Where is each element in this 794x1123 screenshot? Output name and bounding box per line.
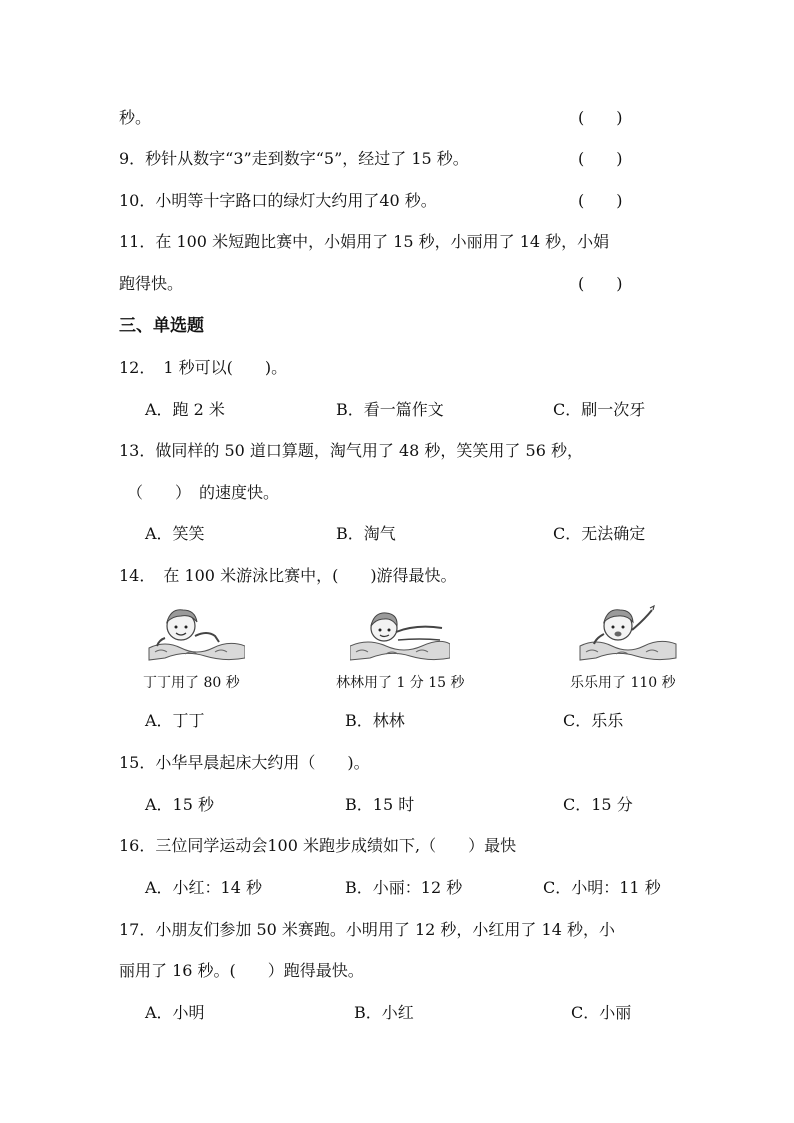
q12-option-b[interactable]: B．看一篇作文 — [336, 400, 444, 419]
q15-option-a[interactable]: A．15 秒 — [145, 795, 215, 814]
swimmer-dingding-image — [145, 600, 245, 664]
answer-blank-10[interactable]: ( ) — [578, 191, 623, 210]
q13-option-a[interactable]: A．笑笑 — [145, 524, 205, 543]
q12-option-c[interactable]: C．刷一次牙 — [553, 400, 646, 419]
q15-option-c[interactable]: C．15 分 — [563, 795, 633, 814]
answer-blank-8[interactable]: ( ) — [578, 108, 623, 127]
q17-option-c[interactable]: C．小丽 — [571, 1003, 632, 1022]
q14-option-a[interactable]: A．丁丁 — [145, 711, 205, 730]
question-17-line2: 丽用了 16 秒。( ）跑得最快。 — [119, 961, 364, 980]
question-13-line1: 13．做同样的 50 道口算题，淘气用了 48 秒，笑笑用了 56 秒， — [119, 441, 583, 460]
q13-option-b[interactable]: B．淘气 — [336, 524, 396, 543]
q15-option-b[interactable]: B．15 时 — [345, 795, 415, 814]
q17-option-b[interactable]: B．小红 — [354, 1003, 414, 1022]
q13-option-c[interactable]: C．无法确定 — [553, 524, 646, 543]
question-17-line1: 17．小朋友们参加 50 米赛跑。小明用了 12 秒，小红用了 14 秒，小 — [119, 920, 615, 939]
q16-option-c[interactable]: C．小明：11 秒 — [543, 878, 661, 897]
question-11-line1: 11．在 100 米短跑比赛中，小娟用了 15 秒，小丽用了 14 秒，小娟 — [119, 232, 610, 251]
caption-lele: 乐乐用了 110 秒 — [570, 675, 676, 691]
answer-blank-9[interactable]: ( ) — [578, 149, 623, 168]
question-12: 12． 1 秒可以( )。 — [119, 358, 288, 377]
q14-option-b[interactable]: B．林林 — [345, 711, 405, 730]
q17-option-a[interactable]: A．小明 — [145, 1003, 205, 1022]
caption-linlin: 林林用了 1 分 15 秒 — [336, 675, 465, 691]
swimmer-lele-image — [578, 600, 678, 664]
question-14: 14． 在 100 米游泳比赛中，( )游得最快。 — [119, 566, 457, 585]
q16-option-a[interactable]: A．小红：14 秒 — [145, 878, 263, 897]
question-16: 16．三位同学运动会100 米跑步成绩如下,（ ）最快 — [119, 836, 517, 855]
question-8-tail: 秒。 — [119, 108, 152, 127]
question-15: 15．小华早晨起床大约用（ )。 — [119, 753, 370, 772]
question-11-line2: 跑得快。 — [119, 274, 184, 293]
swimmer-linlin-image — [350, 600, 450, 664]
q12-option-a[interactable]: A．跑 2 米 — [145, 400, 225, 419]
question-9: 9．秒针从数字“3”走到数字“5”，经过了 15 秒。 — [119, 149, 469, 168]
question-13-line2: （ ） 的速度快。 — [127, 483, 280, 502]
caption-dingding: 丁丁用了 80 秒 — [143, 675, 240, 691]
q16-option-b[interactable]: B．小丽：12 秒 — [345, 878, 463, 897]
answer-blank-11[interactable]: ( ) — [578, 274, 623, 293]
section-title-single-choice: 三、单选题 — [119, 316, 204, 336]
q14-option-c[interactable]: C．乐乐 — [563, 711, 624, 730]
question-10: 10．小明等十字路口的绿灯大约用了40 秒。 — [119, 191, 437, 210]
